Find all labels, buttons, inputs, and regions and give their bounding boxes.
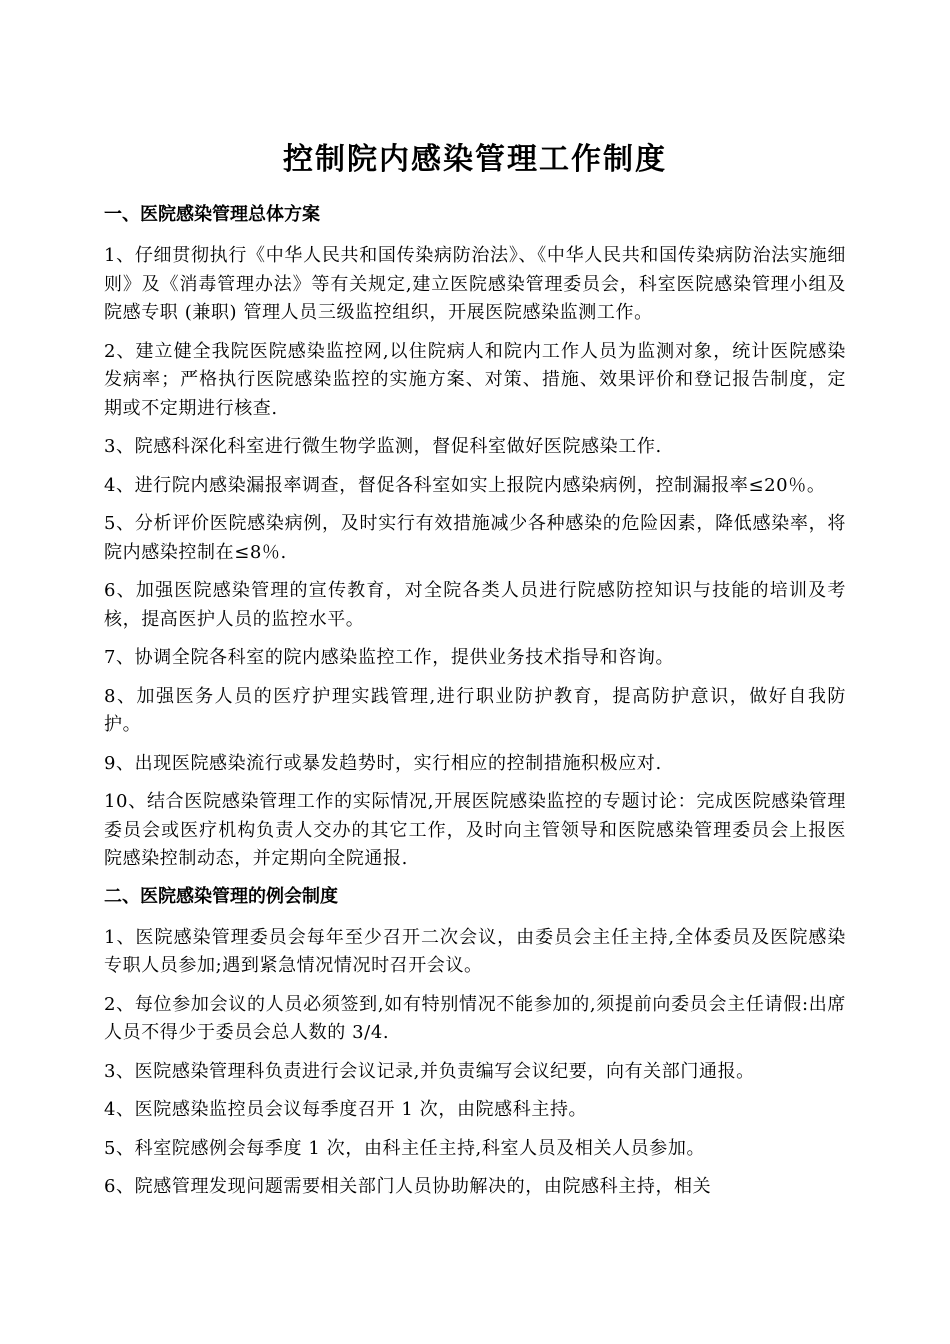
paragraph-item: 3、医院感染管理科负责进行会议记录,并负责编写会议纪要，向有关部门通报。 xyxy=(104,1060,755,1082)
section-items xyxy=(104,242,846,874)
paragraph-item: 1、仔细贯彻执行《中华人民共和国传染病防治法》、《中华人民共和国传染病防治法实施细则》及《消毒管理办法》等有关规定,建立医院感染管理委员会，科室医院感染管理小组及院感专职 (兼职) 管理人员三级监控组织，开展医院感染监测工作。 xyxy=(104,245,846,323)
section-meeting-system xyxy=(104,884,846,1202)
paragraph-item: 8、加强医务人员的医疗护理实践管理,进行职业防护教育，提高防护意识，做好自我防护。 xyxy=(104,685,846,735)
section-items xyxy=(104,924,846,1202)
paragraph-item: 2、建立健全我院医院感染监控网,以住院病人和院内工作人员为监测对象，统计医院感染发病率；严格执行医院感染监控的实施方案、对策、措施、效果评价和登记报告制度，定期或不定期进行核查. xyxy=(104,340,846,419)
section-heading: 二、医院感染管理的例会制度 xyxy=(104,885,338,907)
paragraph-item: 4、医院感染监控员会议每季度召开 1 次，由院感科主持。 xyxy=(104,1099,588,1120)
paragraph-item: 2、每位参加会议的人员必须签到,如有特别情况不能参加的,须提前向委员会主任请假:出席人员不得少于委员会总人数的 3/4. xyxy=(104,993,846,1043)
paragraph-item: 3、院感科深化科室进行微生物学监测，督促科室做好医院感染工作. xyxy=(104,436,662,457)
paragraph-item: 6、院感管理发现问题需要相关部门人员协助解决的，由院感科主持，相关 xyxy=(104,1176,712,1197)
paragraph-item: 5、科室院感例会每季度 1 次，由科主任主持,科室人员及相关人员参加。 xyxy=(104,1137,706,1159)
paragraph-item: 6、加强医院感染管理的宣传教育，对全院各类人员进行院感防控知识与技能的培训及考核，提高医护人员的监控水平。 xyxy=(104,580,846,630)
document-title: 控制院内感染管理工作制度 xyxy=(283,142,667,177)
section-heading: 一、医院感染管理总体方案 xyxy=(104,204,320,225)
paragraph-item: 1、医院感染管理委员会每年至少召开二次会议，由委员会主任主持,全体委员及医院感染专职人员参加;遇到紧急情况情况时召开会议。 xyxy=(104,926,846,976)
paragraph-item: 5、分析评价医院感染病例，及时实行有效措施减少各种感染的危险因素，降低感染率，将院内感染控制在≤8％. xyxy=(104,513,846,563)
paragraph-item: 10、结合医院感染管理工作的实际情况,开展医院感染监控的专题讨论：完成医院感染管理委员会或医疗机构负责人交办的其它工作，及时向主管领导和医院感染管理委员会上报医院感染控制动态，并定期向全院通报. xyxy=(104,791,846,869)
paragraph-item: 7、协调全院各科室的院内感染监控工作，提供业务技术指导和咨询。 xyxy=(104,647,675,668)
paragraph-item: 9、出现医院感染流行或暴发趋势时，实行相应的控制措施积极应对. xyxy=(104,752,662,774)
section-overall-plan xyxy=(104,202,846,874)
paragraph-item: 4、进行院内感染漏报率调查，督促各科室如实上报院内感染病例，控制漏报率≤20％。 xyxy=(104,474,826,496)
